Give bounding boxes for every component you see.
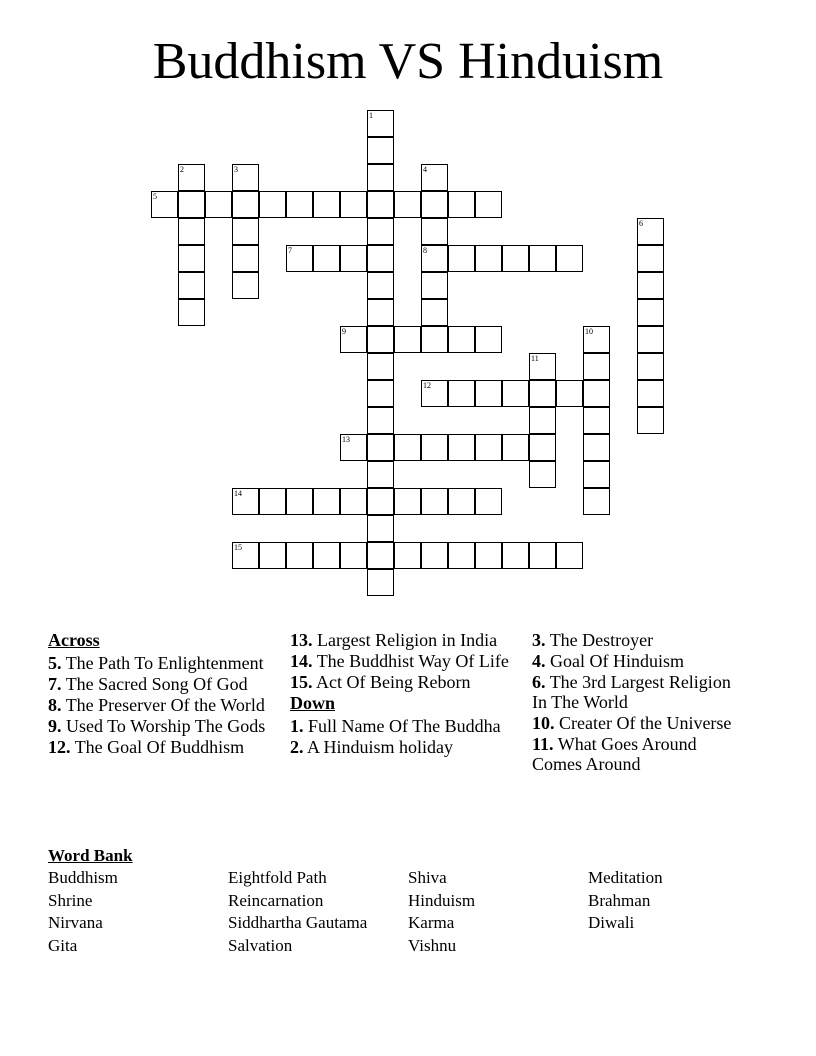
clue-column-3: [532, 630, 732, 775]
crossword-cell[interactable]: [556, 380, 583, 407]
crossword-cell[interactable]: [259, 191, 286, 218]
crossword-cell[interactable]: [205, 191, 232, 218]
crossword-cell[interactable]: [475, 326, 502, 353]
crossword-cell[interactable]: [178, 299, 205, 326]
clue-column-1: [48, 630, 273, 758]
crossword-cell[interactable]: [340, 542, 367, 569]
clue-number: 1: [369, 111, 373, 120]
clue-number: 13: [342, 435, 350, 444]
crossword-cell[interactable]: [259, 542, 286, 569]
clue-across-5: 5. The Path To Enlightenment: [48, 653, 264, 673]
crossword-cell[interactable]: [367, 164, 394, 191]
word-bank-item: Hinduism: [408, 890, 476, 910]
clue-number: 15: [234, 543, 242, 552]
crossword-cell[interactable]: [367, 272, 394, 299]
clue-number: 9: [342, 327, 346, 336]
clue-number: 10: [585, 327, 593, 336]
crossword-cell[interactable]: [475, 542, 502, 569]
crossword-cell[interactable]: [367, 380, 394, 407]
page-title: Buddhism VS Hinduism: [152, 33, 664, 90]
clue-number: 5: [153, 192, 157, 201]
crossword-cell[interactable]: [286, 191, 313, 218]
word-bank-row: [48, 867, 768, 890]
crossword-cell[interactable]: [313, 488, 340, 515]
crossword-cell[interactable]: [367, 434, 394, 461]
crossword-cell[interactable]: [502, 380, 529, 407]
word-bank-item: Shrine: [48, 890, 93, 910]
clue-number: 7: [288, 246, 292, 255]
word-bank: [48, 867, 768, 957]
clue-number: 4: [423, 165, 427, 174]
crossword-cell[interactable]: [367, 218, 394, 245]
crossword-cell[interactable]: [448, 542, 475, 569]
crossword-cell[interactable]: [556, 542, 583, 569]
crossword-cell[interactable]: [421, 191, 448, 218]
crossword-cell[interactable]: [286, 488, 313, 515]
crossword-cell[interactable]: [448, 191, 475, 218]
crossword-cell[interactable]: [556, 245, 583, 272]
crossword-cell[interactable]: [448, 245, 475, 272]
word-bank-row: [48, 890, 768, 913]
clue-number: 2: [180, 165, 184, 174]
crossword-cell[interactable]: [475, 434, 502, 461]
crossword-cell[interactable]: [421, 542, 448, 569]
crossword-cell[interactable]: [232, 191, 259, 218]
clue-down-4: 4. Goal Of Hinduism: [532, 651, 684, 671]
crossword-cell[interactable]: [313, 191, 340, 218]
crossword-cell[interactable]: [259, 488, 286, 515]
crossword-cell[interactable]: [421, 434, 448, 461]
clue-across-7: 7. The Sacred Song Of God: [48, 674, 248, 694]
crossword-cell[interactable]: [367, 245, 394, 272]
crossword-cell[interactable]: [232, 218, 259, 245]
clue-down-11: 11. What Goes Around Comes Around: [532, 734, 697, 774]
crossword-cell[interactable]: [448, 488, 475, 515]
crossword-cell[interactable]: [637, 272, 664, 299]
crossword-cell[interactable]: [394, 434, 421, 461]
crossword-cell[interactable]: [232, 245, 259, 272]
crossword-cell[interactable]: [178, 218, 205, 245]
word-bank-item: Brahman: [588, 890, 651, 910]
word-bank-row: [48, 912, 768, 935]
word-bank-item: [588, 935, 768, 958]
crossword-cell[interactable]: [421, 326, 448, 353]
word-bank-item: Salvation: [228, 935, 293, 955]
across-heading: Across: [48, 630, 100, 650]
down-heading: Down: [290, 693, 336, 713]
clue-number: 8: [423, 246, 427, 255]
crossword-cell[interactable]: [475, 380, 502, 407]
crossword-cell[interactable]: [583, 434, 610, 461]
word-bank-item: Shiva: [408, 868, 447, 887]
word-bank-item: Vishnu: [408, 935, 457, 955]
crossword-cell[interactable]: [421, 272, 448, 299]
clue-across-12: 12. The Goal Of Buddhism: [48, 737, 245, 757]
crossword-cell[interactable]: [394, 326, 421, 353]
crossword-cell[interactable]: [583, 380, 610, 407]
word-bank-item: Buddhism: [48, 868, 118, 887]
crossword-cell[interactable]: [475, 191, 502, 218]
crossword-cell[interactable]: [448, 380, 475, 407]
crossword-cell[interactable]: [367, 515, 394, 542]
crossword-cell[interactable]: [178, 245, 205, 272]
crossword-cell[interactable]: [637, 245, 664, 272]
crossword-cell[interactable]: [583, 353, 610, 380]
crossword-cell[interactable]: [583, 407, 610, 434]
crossword-cell[interactable]: [367, 326, 394, 353]
crossword-cell[interactable]: [529, 461, 556, 488]
crossword-cell[interactable]: [637, 407, 664, 434]
clue-across-15: 15. Act Of Being Reborn: [290, 672, 471, 692]
crossword-cell[interactable]: [286, 542, 313, 569]
crossword-cell[interactable]: [421, 218, 448, 245]
clue-across-8: 8. The Preserver Of the World: [48, 695, 265, 715]
crossword-cell[interactable]: [394, 542, 421, 569]
crossword-cell[interactable]: [421, 299, 448, 326]
crossword-cell[interactable]: [529, 245, 556, 272]
clue-down-1: 1. Full Name Of The Buddha: [290, 716, 501, 736]
word-bank-item: Nirvana: [48, 913, 103, 933]
crossword-cell[interactable]: [502, 245, 529, 272]
word-bank-item: Gita: [48, 935, 78, 955]
crossword-cell[interactable]: [502, 542, 529, 569]
clue-down-6: 6. The 3rd Largest Religion In The World: [532, 672, 731, 712]
crossword-cell[interactable]: [178, 191, 205, 218]
crossword-cell[interactable]: [529, 434, 556, 461]
crossword-cell[interactable]: [394, 488, 421, 515]
crossword-cell[interactable]: [367, 353, 394, 380]
clue-across-9: 9. Used To Worship The Gods: [48, 716, 266, 736]
clue-down-3: 3. The Destroyer: [532, 630, 654, 650]
crossword-cell[interactable]: [475, 488, 502, 515]
word-bank-item: Meditation: [588, 868, 663, 887]
clue-number: 14: [234, 489, 242, 498]
crossword-cell[interactable]: [529, 407, 556, 434]
clue-number: 12: [423, 381, 431, 390]
word-bank-item: Siddhartha Gautama: [228, 913, 368, 933]
crossword-cell[interactable]: [367, 299, 394, 326]
crossword-cell[interactable]: [367, 569, 394, 596]
crossword-cell[interactable]: [637, 299, 664, 326]
crossword-cell[interactable]: [340, 245, 367, 272]
crossword-cell[interactable]: [583, 461, 610, 488]
crossword-cell[interactable]: [340, 191, 367, 218]
word-bank-row: [48, 935, 768, 958]
crossword-cell[interactable]: [448, 434, 475, 461]
crossword-cell[interactable]: [367, 407, 394, 434]
crossword-cell[interactable]: [367, 191, 394, 218]
clue-down-2: 2. A Hinduism holiday: [290, 737, 454, 757]
crossword-cell[interactable]: [637, 380, 664, 407]
clue-across-14: 14. The Buddhist Way Of Life: [290, 651, 509, 671]
crossword-cell[interactable]: [367, 137, 394, 164]
crossword-cell[interactable]: [637, 353, 664, 380]
crossword-cell[interactable]: [232, 272, 259, 299]
crossword-cell[interactable]: [529, 380, 556, 407]
crossword-cell[interactable]: [178, 272, 205, 299]
crossword-cell[interactable]: [583, 488, 610, 515]
crossword-cell[interactable]: [421, 488, 448, 515]
crossword-cell[interactable]: [340, 488, 367, 515]
crossword-cell[interactable]: [475, 245, 502, 272]
crossword-cell[interactable]: [529, 542, 556, 569]
crossword-cell[interactable]: [394, 191, 421, 218]
clue-number: 3: [234, 165, 238, 174]
clue-column-2: [290, 630, 510, 758]
clue-number: 11: [531, 354, 539, 363]
crossword-cell[interactable]: [367, 542, 394, 569]
word-bank-item: Eightfold Path: [228, 868, 327, 887]
clue-number: 6: [639, 219, 643, 228]
clue-down-10: 10. Creater Of the Universe: [532, 713, 732, 733]
crossword-cell[interactable]: [502, 434, 529, 461]
clue-across-13: 13. Largest Religion in India: [290, 630, 498, 650]
word-bank-heading: Word Bank: [48, 846, 133, 865]
crossword-cell[interactable]: [367, 488, 394, 515]
crossword-cell[interactable]: [313, 542, 340, 569]
word-bank-item: Karma: [408, 913, 455, 933]
crossword-cell[interactable]: [637, 326, 664, 353]
word-bank-item: Reincarnation: [228, 890, 324, 910]
crossword-cell[interactable]: [367, 461, 394, 488]
crossword-cell[interactable]: [313, 245, 340, 272]
crossword-cell[interactable]: [448, 326, 475, 353]
word-bank-item: Diwali: [588, 913, 635, 933]
